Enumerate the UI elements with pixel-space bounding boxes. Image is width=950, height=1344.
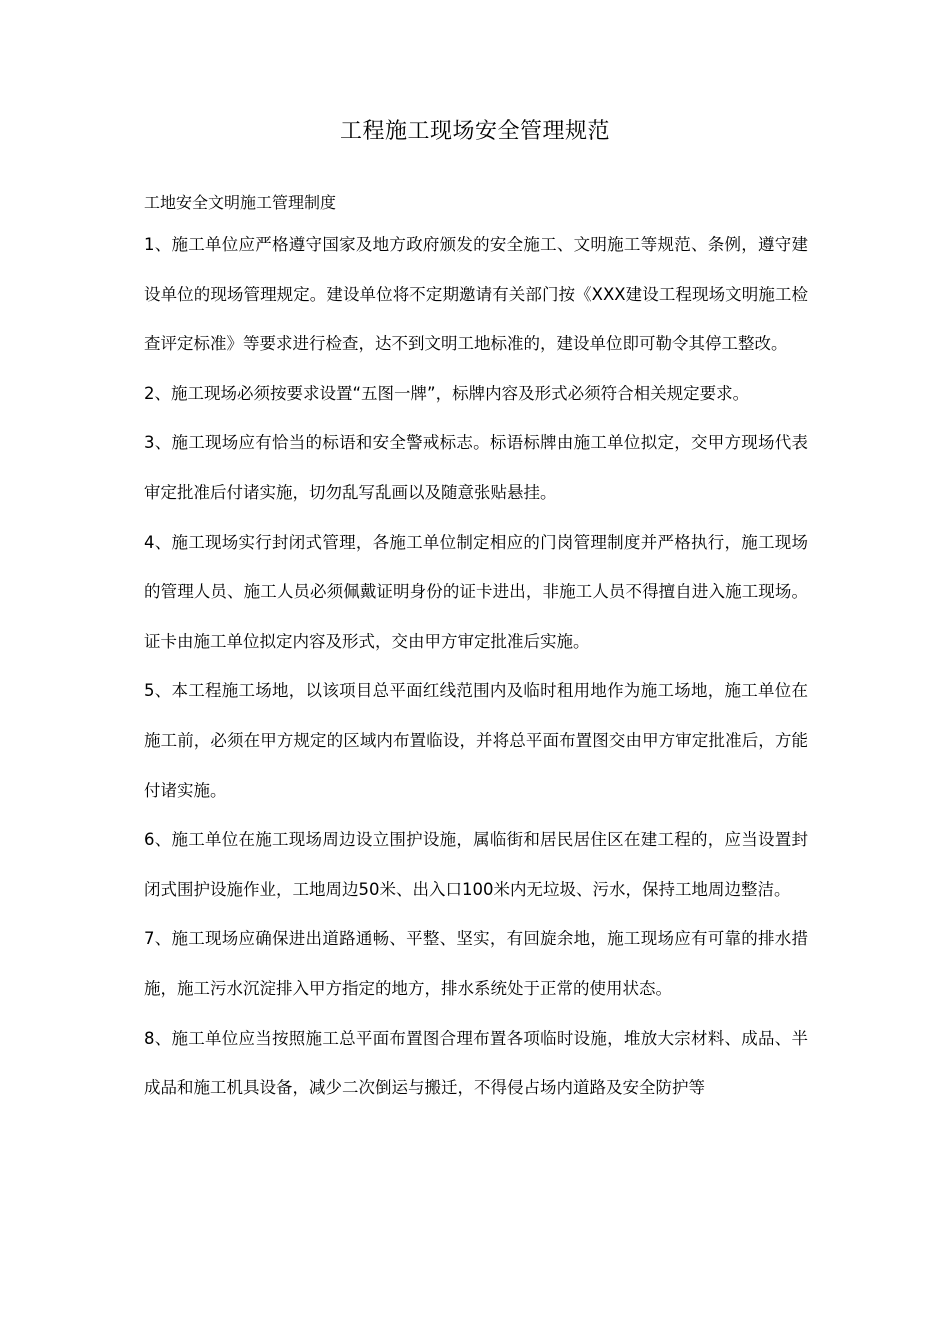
paragraph-1: 1、施工单位应严格遵守国家及地方政府颁发的安全施工、文明施工等规范、条例，遵守建设单位的现场管理规定。建设单位将不定期邀请有关部门按《XXX建设工程现场文明施工检查评定标准》等要求进行检查，达不到文明工地标准的，建设单位即可勒令其停工整改。 bbox=[144, 235, 808, 354]
document-body bbox=[144, 220, 808, 1113]
paragraph-4: 4、施工现场实行封闭式管理，各施工单位制定相应的门岗管理制度并严格执行，施工现场的管理人员、施工人员必须佩戴证明身份的证卡进出，非施工人员不得擅自进入施工现场。证卡由施工单位拟定内容及形式，交由甲方审定批准后实施。 bbox=[144, 532, 808, 651]
paragraph-8: 8、施工单位应当按照施工总平面布置图合理布置各项临时设施，堆放大宗材料、成品、半成品和施工机具设备，减少二次倒运与搬迁，不得侵占场内道路及安全防护等 bbox=[144, 1028, 808, 1098]
paragraph-7: 7、施工现场应确保进出道路通畅、平整、坚实，有回旋余地，施工现场应有可靠的排水措施，施工污水沉淀排入甲方指定的地方，排水系统处于正常的使用状态。 bbox=[144, 929, 808, 998]
paragraph-3: 3、施工现场应有恰当的标语和安全警戒标志。标语标牌由施工单位拟定，交甲方现场代表审定批准后付诸实施，切勿乱写乱画以及随意张贴悬挂。 bbox=[144, 433, 808, 502]
document-title: 工程施工现场安全管理规范 bbox=[339, 119, 610, 144]
paragraph-5: 5、本工程施工场地，以该项目总平面红线范围内及临时租用地作为施工场地，施工单位在施工前，必须在甲方规定的区域内布置临设，并将总平面布置图交由甲方审定批准后，方能付诸实施。 bbox=[144, 681, 808, 800]
paragraph-6: 6、施工单位在施工现场周边设立围护设施，属临街和居民居住区在建工程的，应当设置封闭式围护设施作业，工地周边50米、出入口100米内无垃圾、污水，保持工地周边整洁。 bbox=[144, 830, 808, 899]
document-subtitle: 工地安全文明施工管理制度 bbox=[144, 193, 337, 212]
paragraph-2: 2、施工现场必须按要求设置“五图一牌”，标牌内容及形式必须符合相关规定要求。 bbox=[144, 383, 750, 403]
